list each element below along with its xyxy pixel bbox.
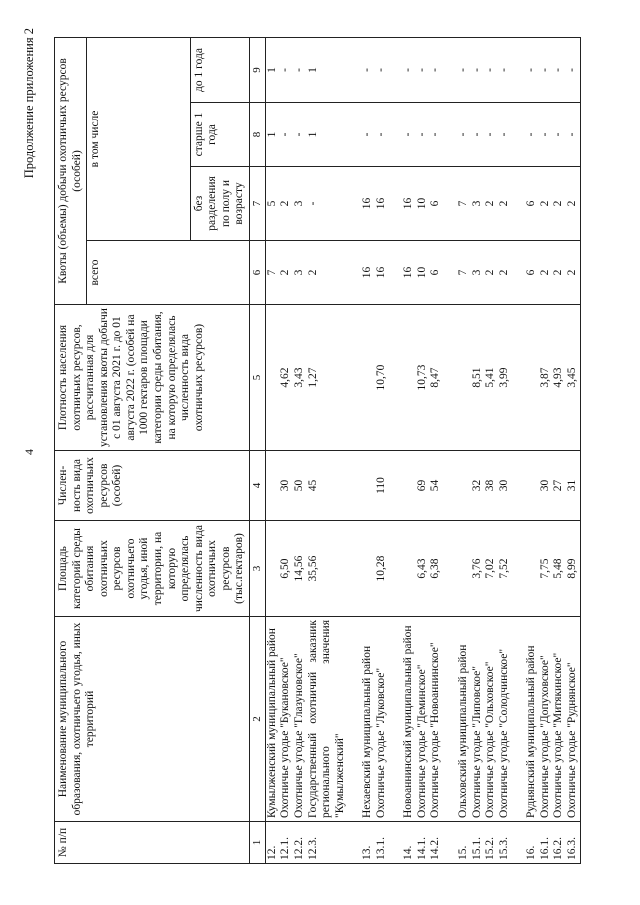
header-older-1-year: старше 1 года	[190, 103, 249, 167]
row-area: 7,52	[498, 521, 512, 617]
column-number: 9	[249, 37, 265, 102]
spacer-cell	[388, 167, 402, 241]
row-quota-under-1-year: -	[429, 37, 443, 102]
spacer-cell	[347, 167, 361, 241]
row-quota-no-sex-age: 2	[539, 167, 553, 241]
row-quota-under-1-year: -	[525, 37, 539, 102]
column-number: 6	[249, 241, 265, 305]
spacer-row	[347, 37, 361, 863]
row-quota-total: 6	[525, 241, 539, 305]
spacer-cell	[511, 103, 525, 167]
row-quota-no-sex-age: 6	[525, 167, 539, 241]
row-area: 8,99	[566, 521, 580, 617]
row-count: 30	[279, 451, 293, 521]
row-area: 5,48	[552, 521, 566, 617]
spacer-cell	[511, 822, 525, 864]
row-area: 14,56	[293, 521, 307, 617]
row-number: 15.2.	[484, 822, 498, 864]
table-row	[279, 37, 293, 863]
row-name: Охотничье угодье "Ольховское"	[484, 617, 498, 822]
row-area: 3,76	[471, 521, 485, 617]
row-name: Ольховский муниципальный район	[457, 617, 471, 822]
row-density: 3,99	[498, 305, 512, 451]
row-name: Нехаевский муниципальный район	[361, 617, 375, 822]
row-name: Охотничье угодье "Букановское"	[279, 617, 293, 822]
row-quota-under-1-year: -	[539, 37, 553, 102]
header-quota-group: Квоты (объемы) добычи охотничьих ресурсов (особей)	[55, 37, 87, 304]
row-density: 3,45	[566, 305, 580, 451]
row-quota-under-1-year: -	[279, 37, 293, 102]
row-quota-older-1-year: -	[279, 103, 293, 167]
row-count: 110	[375, 451, 389, 521]
row-count: 69	[416, 451, 430, 521]
table-row	[293, 37, 307, 863]
row-quota-under-1-year: 1	[307, 37, 348, 102]
table-body	[265, 37, 580, 863]
table-row	[539, 37, 553, 863]
row-area: 6,38	[429, 521, 443, 617]
row-quota-under-1-year: -	[457, 37, 471, 102]
row-quota-total: 2	[307, 241, 348, 305]
spacer-row	[443, 37, 457, 863]
district-row	[402, 37, 416, 863]
spacer-cell	[347, 822, 361, 864]
row-name: Охотничье угодье "Деминское"	[416, 617, 430, 822]
row-density	[265, 305, 279, 451]
row-count: 50	[293, 451, 307, 521]
spacer-cell	[511, 241, 525, 305]
row-quota-older-1-year: 1	[265, 103, 279, 167]
row-quota-older-1-year: -	[402, 103, 416, 167]
row-quota-no-sex-age: 2	[498, 167, 512, 241]
page-number: 4	[22, 449, 36, 455]
row-name: Кумылженский муниципальный район	[265, 617, 279, 822]
row-density: 8,51	[471, 305, 485, 451]
table-row	[498, 37, 512, 863]
column-number: 7	[249, 167, 265, 241]
table-row	[471, 37, 485, 863]
row-quota-under-1-year: -	[361, 37, 375, 102]
row-name: Охотничье угодье "Луковское"	[375, 617, 389, 822]
row-area: 6,50	[279, 521, 293, 617]
spacer-cell	[388, 37, 402, 102]
spacer-cell	[443, 103, 457, 167]
row-density	[457, 305, 471, 451]
spacer-cell	[511, 305, 525, 451]
row-quota-under-1-year: -	[471, 37, 485, 102]
row-quota-older-1-year: -	[375, 103, 389, 167]
table-row	[416, 37, 430, 863]
row-quota-total: 2	[498, 241, 512, 305]
header-area: Площадь категорий среды обитания охотничьих ресурсов охотничьего угодья, иной территории, на которую определялась численность вида охотничьих ресурсов (тыс.гектаров)	[55, 521, 250, 617]
row-number: 14.	[402, 822, 416, 864]
row-quota-under-1-year: -	[293, 37, 307, 102]
spacer-cell	[347, 103, 361, 167]
row-quota-total: 7	[265, 241, 279, 305]
row-name: Охотничье угодье "Солодчинское"	[498, 617, 512, 822]
row-number: 15.3.	[498, 822, 512, 864]
row-name: Охотничье угодье "Митякинское"	[552, 617, 566, 822]
row-density	[525, 305, 539, 451]
row-count	[265, 451, 279, 521]
spacer-cell	[443, 37, 457, 102]
row-quota-total: 16	[375, 241, 389, 305]
row-area: 6,43	[416, 521, 430, 617]
spacer-cell	[443, 305, 457, 451]
header-number: № п/п	[55, 822, 250, 864]
row-quota-total: 6	[429, 241, 443, 305]
row-quota-total: 16	[361, 241, 375, 305]
row-quota-older-1-year: -	[566, 103, 580, 167]
spacer-cell	[443, 451, 457, 521]
row-quota-under-1-year: -	[552, 37, 566, 102]
row-count: 54	[429, 451, 443, 521]
row-count: 30	[539, 451, 553, 521]
row-quota-no-sex-age: 5	[265, 167, 279, 241]
spacer-cell	[388, 822, 402, 864]
spacer-cell	[347, 617, 361, 822]
row-area: 35,56	[307, 521, 348, 617]
spacer-cell	[347, 37, 361, 102]
row-number: 14.2.	[429, 822, 443, 864]
row-quota-total: 16	[402, 241, 416, 305]
row-quota-no-sex-age: 6	[429, 167, 443, 241]
spacer-cell	[347, 451, 361, 521]
spacer-cell	[511, 617, 525, 822]
table-row	[566, 37, 580, 863]
row-quota-total: 2	[279, 241, 293, 305]
row-name: Новоаннинский муниципальный район	[402, 617, 416, 822]
row-count	[457, 451, 471, 521]
row-quota-older-1-year: 1	[307, 103, 348, 167]
row-quota-no-sex-age: 2	[552, 167, 566, 241]
row-count	[361, 451, 375, 521]
row-area	[361, 521, 375, 617]
row-density	[402, 305, 416, 451]
row-name: Охотничье угодье "Руднянское"	[566, 617, 580, 822]
row-count: 32	[471, 451, 485, 521]
header-under-1-year: до 1 года	[190, 37, 249, 102]
district-row	[265, 37, 279, 863]
spacer-cell	[511, 451, 525, 521]
spacer-cell	[511, 521, 525, 617]
row-number: 12.2.	[293, 822, 307, 864]
row-quota-total: 3	[293, 241, 307, 305]
spacer-cell	[388, 103, 402, 167]
spacer-cell	[388, 521, 402, 617]
appendix-note: Продолжение приложения 2	[22, 28, 36, 179]
row-quota-no-sex-age: 2	[484, 167, 498, 241]
row-area	[402, 521, 416, 617]
table-row	[552, 37, 566, 863]
row-density	[361, 305, 375, 451]
spacer-cell	[511, 37, 525, 102]
district-row	[457, 37, 471, 863]
row-quota-no-sex-age: 3	[293, 167, 307, 241]
header-in-that-number: в том числе	[87, 37, 191, 240]
row-quota-older-1-year: -	[552, 103, 566, 167]
column-number: 8	[249, 103, 265, 167]
row-quota-under-1-year: -	[375, 37, 389, 102]
spacer-cell	[388, 241, 402, 305]
row-number: 14.1.	[416, 822, 430, 864]
row-number: 13.1.	[375, 822, 389, 864]
table-row	[484, 37, 498, 863]
row-count	[402, 451, 416, 521]
row-density: 1,27	[307, 305, 348, 451]
quota-table	[54, 37, 581, 864]
row-area: 10,28	[375, 521, 389, 617]
column-number-row	[249, 37, 265, 863]
row-quota-under-1-year: -	[566, 37, 580, 102]
row-number: 15.	[457, 822, 471, 864]
row-name: Руднянский муниципальный район	[525, 617, 539, 822]
row-area: 7,75	[539, 521, 553, 617]
row-name: Охотничье угодье "Допуховское"	[539, 617, 553, 822]
row-quota-total: 7	[457, 241, 471, 305]
row-density: 3,43	[293, 305, 307, 451]
row-quota-older-1-year: -	[471, 103, 485, 167]
row-number: 12.3.	[307, 822, 348, 864]
row-quota-older-1-year: -	[525, 103, 539, 167]
row-name: Государственный охотничий заказник регионального значения "Кумылженский"	[307, 617, 348, 822]
row-density: 5,41	[484, 305, 498, 451]
row-quota-total: 3	[471, 241, 485, 305]
row-quota-older-1-year: -	[539, 103, 553, 167]
row-number: 13.	[361, 822, 375, 864]
column-number: 5	[249, 305, 265, 451]
spacer-row	[388, 37, 402, 863]
spacer-cell	[443, 241, 457, 305]
row-quota-older-1-year: -	[293, 103, 307, 167]
district-row	[361, 37, 375, 863]
row-name: Охотничье угодье "Глазуновское"	[293, 617, 307, 822]
row-quota-older-1-year: -	[429, 103, 443, 167]
row-quota-total: 2	[484, 241, 498, 305]
row-count: 38	[484, 451, 498, 521]
spacer-cell	[443, 521, 457, 617]
spacer-cell	[347, 305, 361, 451]
row-quota-no-sex-age: 3	[471, 167, 485, 241]
spacer-cell	[388, 451, 402, 521]
row-quota-total: 2	[552, 241, 566, 305]
spacer-cell	[443, 822, 457, 864]
row-density: 3,87	[539, 305, 553, 451]
header-name: Наименование муниципального образования, охотничьего угодья, иных территорий	[55, 617, 250, 822]
spacer-cell	[388, 305, 402, 451]
column-number: 1	[249, 822, 265, 864]
row-area	[265, 521, 279, 617]
row-quota-no-sex-age: 16	[402, 167, 416, 241]
spacer-row	[511, 37, 525, 863]
row-number: 16.	[525, 822, 539, 864]
header-count: Числен-ность вида охотничьих ресурсов (особей)	[55, 451, 250, 521]
row-quota-no-sex-age: 2	[279, 167, 293, 241]
column-number: 4	[249, 451, 265, 521]
row-quota-no-sex-age: 10	[416, 167, 430, 241]
row-area	[457, 521, 471, 617]
row-quota-no-sex-age: 16	[361, 167, 375, 241]
row-count	[525, 451, 539, 521]
row-quota-older-1-year: -	[498, 103, 512, 167]
header-total: всего	[87, 241, 250, 305]
row-quota-total: 2	[539, 241, 553, 305]
header-no-sex-age: без разделения по полу и возрасту	[190, 167, 249, 241]
row-quota-no-sex-age: 7	[457, 167, 471, 241]
row-name: Охотничье угодье "Новоаннинское"	[429, 617, 443, 822]
row-quota-under-1-year: -	[416, 37, 430, 102]
row-number: 16.1.	[539, 822, 553, 864]
row-number: 12.	[265, 822, 279, 864]
row-quota-under-1-year: -	[402, 37, 416, 102]
row-density: 8,47	[429, 305, 443, 451]
spacer-cell	[347, 521, 361, 617]
row-quota-older-1-year: -	[457, 103, 471, 167]
row-density: 4,93	[552, 305, 566, 451]
row-count: 31	[566, 451, 580, 521]
row-quota-no-sex-age: -	[307, 167, 348, 241]
row-density: 10,73	[416, 305, 430, 451]
row-area	[525, 521, 539, 617]
table-row	[307, 37, 348, 863]
row-count: 45	[307, 451, 348, 521]
row-count: 30	[498, 451, 512, 521]
table-row	[375, 37, 389, 863]
row-quota-older-1-year: -	[416, 103, 430, 167]
row-density: 4,62	[279, 305, 293, 451]
header-density: Плотность населения охотничьих ресурсов, рассчитанная для установления квоты добычи с 01 августа 2021 г. до 01 августа 2022 г. (особей на 1000 гектаров площади категории среды обитания, на которую определялась численность вида охотничьих ресурсов)	[55, 305, 250, 451]
row-quota-under-1-year: -	[498, 37, 512, 102]
row-quota-total: 10	[416, 241, 430, 305]
spacer-cell	[347, 241, 361, 305]
row-quota-older-1-year: -	[361, 103, 375, 167]
row-quota-total: 2	[566, 241, 580, 305]
row-density: 10,70	[375, 305, 389, 451]
row-number: 16.2.	[552, 822, 566, 864]
row-quota-under-1-year: 1	[265, 37, 279, 102]
row-number: 16.3.	[566, 822, 580, 864]
column-number: 2	[249, 617, 265, 822]
row-name: Охотничье угодье "Липовское"	[471, 617, 485, 822]
row-quota-no-sex-age: 16	[375, 167, 389, 241]
spacer-cell	[388, 617, 402, 822]
table-row	[429, 37, 443, 863]
spacer-cell	[443, 167, 457, 241]
row-count: 27	[552, 451, 566, 521]
row-quota-older-1-year: -	[484, 103, 498, 167]
row-quota-under-1-year: -	[484, 37, 498, 102]
spacer-cell	[443, 617, 457, 822]
row-number: 12.1.	[279, 822, 293, 864]
row-area: 7,02	[484, 521, 498, 617]
column-number: 3	[249, 521, 265, 617]
row-quota-no-sex-age: 2	[566, 167, 580, 241]
district-row	[525, 37, 539, 863]
spacer-cell	[511, 167, 525, 241]
document-sheet	[20, 22, 620, 882]
row-number: 15.1.	[471, 822, 485, 864]
